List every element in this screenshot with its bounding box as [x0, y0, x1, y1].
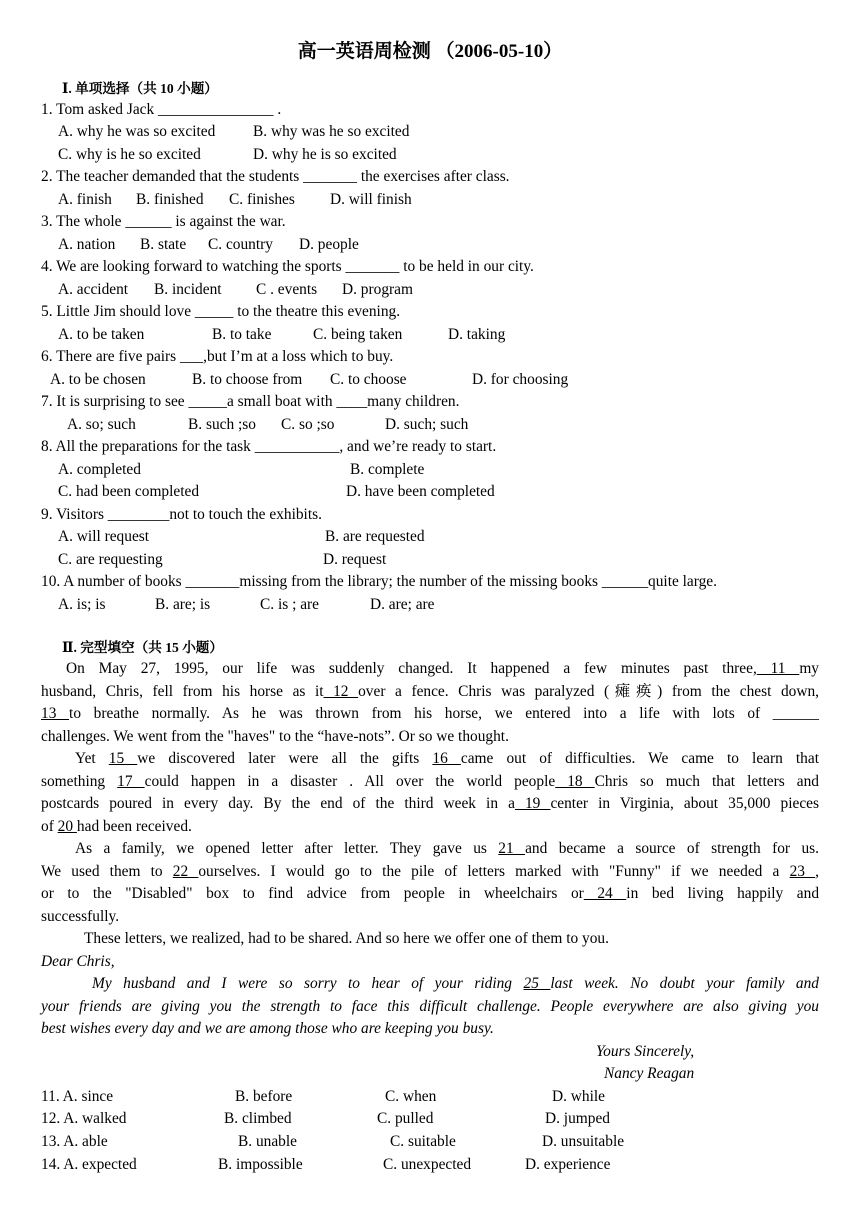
- passage-line-10: We used them to 22 ourselves. I would go to the pile of letters marked with "Funny" if we needed a 23 ,: [41, 863, 819, 880]
- q10-stem: 10. A number of books _______missing from the library; the number of the missing books ______quite large.: [41, 573, 717, 590]
- q8-option-d: D. have been completed: [346, 483, 495, 500]
- passage-line-3: 13 to breathe normally. As he was thrown from his horse, we entered into a life with lots of ______: [41, 705, 819, 722]
- q8-option-c: C. had been completed: [58, 483, 200, 500]
- q2-option-d: D. will finish: [330, 191, 412, 208]
- q14-option-a: 14. A. expected: [41, 1156, 137, 1173]
- letter-closing: Yours Sincerely,: [596, 1043, 695, 1060]
- q1-stem: 1. Tom asked Jack _______________ .: [41, 101, 282, 118]
- blank-24: 24: [583, 885, 627, 902]
- passage-line-6: something 17 could happen in a disaster . All over the world people 18 Chris so much that letters and: [41, 773, 819, 790]
- q6-option-c: C. to choose: [330, 371, 407, 388]
- q4-option-d: D. program: [342, 281, 413, 298]
- q11-option-b: B. before: [235, 1088, 293, 1105]
- letter-signature: Nancy Reagan: [604, 1065, 695, 1082]
- section2-heading: Ⅱ. 完型填空（共 15 小题）: [62, 640, 223, 655]
- q7-stem: 7. It is surprising to see _____a small boat with ____many children.: [41, 393, 460, 410]
- blank-19: 19: [514, 795, 551, 812]
- q11-option-a: 11. A. since: [41, 1088, 114, 1105]
- q2-option-a: A. finish: [58, 191, 112, 208]
- q13-option-d: D. unsuitable: [542, 1133, 625, 1150]
- q2-option-c: C. finishes: [229, 191, 295, 208]
- q6-option-b: B. to choose from: [192, 371, 303, 388]
- q5-option-b: B. to take: [212, 326, 272, 343]
- q12-option-b: B. climbed: [224, 1110, 292, 1127]
- q7-option-d: D. such; such: [385, 416, 469, 433]
- q5-option-d: D. taking: [448, 326, 506, 343]
- q3-stem: 3. The whole ______ is against the war.: [41, 213, 286, 230]
- letter-line-1: My husband and I were so sorry to hear of your riding 25 last week. No doubt your family and: [92, 975, 819, 992]
- q12-option-d: D. jumped: [545, 1110, 610, 1127]
- q7-option-c: C. so ;so: [281, 416, 335, 433]
- q14-option-c: C. unexpected: [383, 1156, 472, 1173]
- q14-option-b: B. impossible: [218, 1156, 303, 1173]
- q11-option-c: C. when: [385, 1088, 437, 1105]
- blank-23: 23: [789, 863, 816, 880]
- q12-option-a: 12. A. walked: [41, 1110, 127, 1127]
- blank-16: 16: [432, 750, 461, 767]
- q3-option-a: A. nation: [58, 236, 116, 253]
- blank-21: 21: [498, 840, 526, 857]
- q5-option-c: C. being taken: [313, 326, 403, 343]
- blank-18: 18: [555, 773, 595, 790]
- blank-22: 22: [172, 863, 199, 880]
- q13-option-a: 13. A. able: [41, 1133, 108, 1150]
- q1-option-b: B. why was he so excited: [253, 123, 410, 140]
- q6-option-a: A. to be chosen: [50, 371, 146, 388]
- q6-stem: 6. There are five pairs ___,but I’m at a loss which to buy.: [41, 348, 394, 365]
- q6-option-d: D. for choosing: [472, 371, 569, 388]
- q1-option-d: D. why he is so excited: [253, 146, 397, 163]
- q10-option-b: B. are; is: [155, 596, 211, 613]
- q7-option-b: B. such ;so: [188, 416, 256, 433]
- passage-line-8: of 20 had been received.: [41, 818, 192, 835]
- q2-stem: 2. The teacher demanded that the students _______ the exercises after class.: [41, 168, 510, 185]
- passage-line-4: challenges. We went from the "haves" to the “have-nots”. Or so we thought.: [41, 728, 509, 745]
- blank-11: 11: [756, 660, 800, 677]
- q9-stem: 9. Visitors ________not to touch the exhibits.: [41, 506, 322, 523]
- q9-option-c: C. are requesting: [58, 551, 163, 568]
- q5-option-a: A. to be taken: [58, 326, 145, 343]
- passage-line-1: On May 27, 1995, our life was suddenly changed. It happened a few minutes past three, 11 my: [66, 660, 819, 677]
- q10-option-a: A. is; is: [58, 596, 106, 613]
- section1-heading: Ⅰ. 单项选择（共 10 小题）: [62, 81, 218, 96]
- blank-12: 12: [323, 683, 359, 700]
- passage-line-12: successfully.: [41, 908, 120, 925]
- q4-option-a: A. accident: [58, 281, 129, 298]
- q8-option-b: B. complete: [350, 461, 425, 478]
- letter-greeting: Dear Chris,: [41, 953, 115, 970]
- q11-option-d: D. while: [552, 1088, 606, 1105]
- passage-line-2: husband, Chris, fell from his horse as it 12 over a fence. Chris was paralyzed (瘫痪) from the chest down,: [41, 683, 819, 700]
- blank-13: 13: [41, 705, 70, 722]
- q1-option-a: A. why he was so excited: [58, 123, 216, 140]
- q3-option-d: D. people: [299, 236, 359, 253]
- passage-line-13: These letters, we realized, had to be shared. And so here we offer one of them to you.: [84, 930, 609, 947]
- q4-option-b: B. incident: [154, 281, 222, 298]
- blank-25: 25: [523, 975, 551, 992]
- blank-20: 20: [57, 818, 77, 835]
- q13-option-b: B. unable: [238, 1133, 297, 1150]
- q8-option-a: A. completed: [58, 461, 141, 478]
- q4-stem: 4. We are looking forward to watching the sports _______ to be held in our city.: [41, 258, 534, 275]
- letter-line-3: best wishes every day and we are among those who are keeping you busy.: [41, 1020, 494, 1037]
- q13-option-c: C. suitable: [390, 1133, 456, 1150]
- q8-stem: 8. All the preparations for the task ___________, and we’re ready to start.: [41, 438, 497, 455]
- passage-line-7: postcards poured in every day. By the end of the third week in a 19 center in Virginia, about 35,000 pieces: [41, 795, 819, 812]
- blank-15: 15: [108, 750, 138, 767]
- q3-option-b: B. state: [140, 236, 187, 253]
- q9-option-d: D. request: [323, 551, 387, 568]
- q9-option-a: A. will request: [58, 528, 150, 545]
- q5-stem: 5. Little Jim should love _____ to the theatre this evening.: [41, 303, 401, 320]
- q7-option-a: A. so; such: [67, 416, 136, 433]
- letter-line-2: your friends are giving you the strength to face this difficult challenge. People everywhere are also giving you: [41, 998, 819, 1015]
- passage-line-5: Yet 15 we discovered later were all the gifts 16 came out of difficulties. We came to learn that: [75, 750, 819, 767]
- q10-option-c: C. is ; are: [260, 596, 319, 613]
- q4-option-c: C . events: [256, 281, 318, 298]
- passage-line-9: As a family, we opened letter after letter. They gave us 21 and became a source of strength for us.: [75, 840, 819, 857]
- q1-option-c: C. why is he so excited: [58, 146, 201, 163]
- q10-option-d: D. are; are: [370, 596, 435, 613]
- q3-option-c: C. country: [208, 236, 273, 253]
- q2-option-b: B. finished: [136, 191, 204, 208]
- blank-17: 17: [117, 773, 145, 790]
- q9-option-b: B. are requested: [325, 528, 425, 545]
- page-title: 高一英语周检测 （2006-05-10）: [297, 41, 563, 62]
- passage-line-11: or to the "Disabled" box to find advice from people in wheelchairs or 24 in bed living happily and: [41, 885, 820, 902]
- q14-option-d: D. experience: [525, 1156, 611, 1173]
- q12-option-c: C. pulled: [377, 1110, 434, 1127]
